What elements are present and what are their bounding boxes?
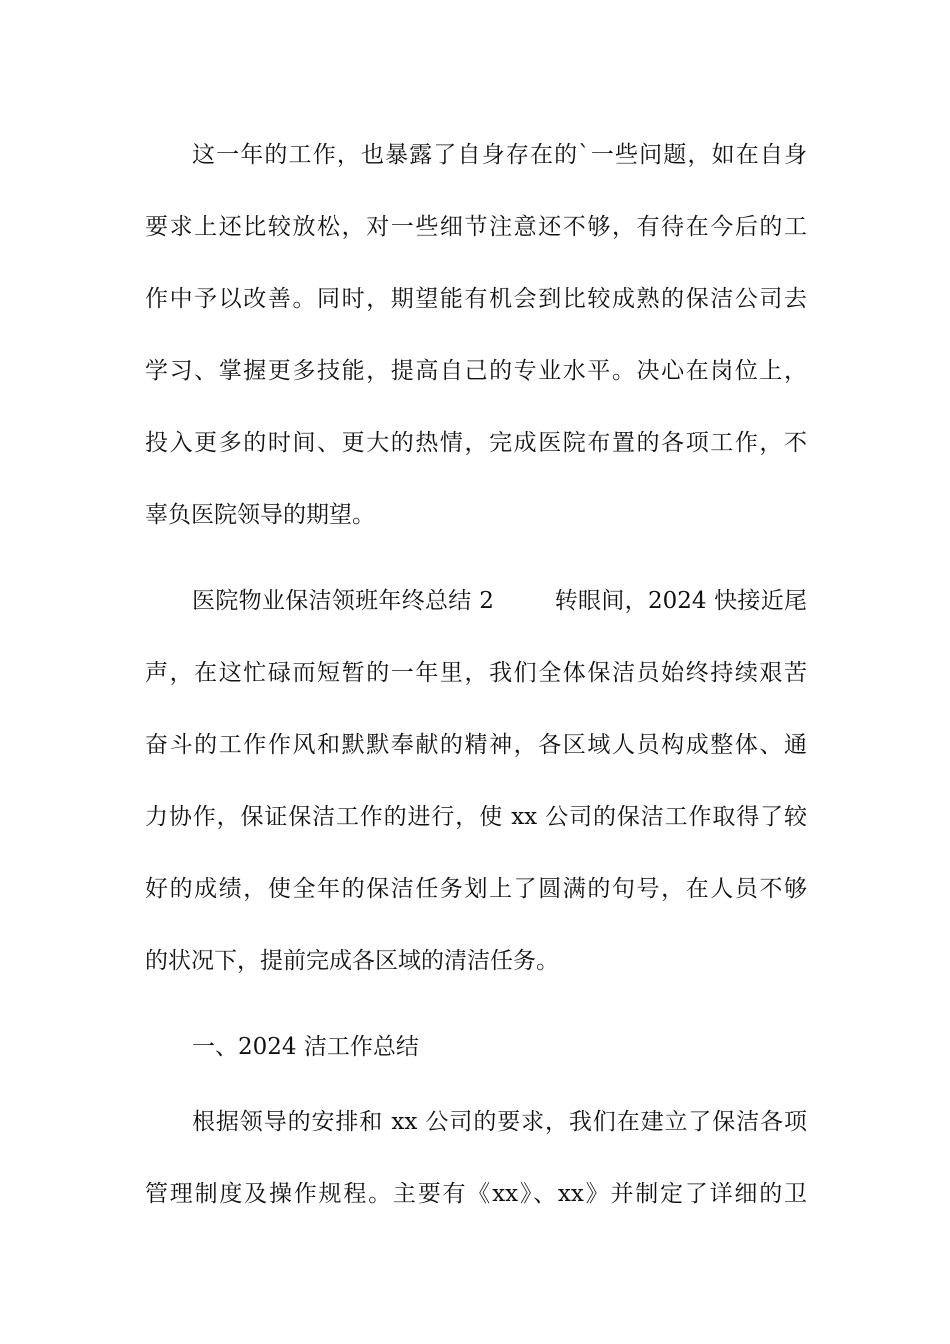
section-heading: 一、2024 洁工作总结 — [192, 1034, 419, 1060]
paragraph-2-line-3: 奋斗的工作作风和默默奉献的精神，各区域人员构成整体、通 — [145, 732, 807, 758]
paragraph-1-line-2: 要求上还比较放松，对一些细节注意还不够，有待在今后的工 — [145, 214, 807, 240]
paragraph-2-line-5: 好的成绩，使全年的保洁任务划上了圆满的句号，在人员不够 — [145, 876, 807, 902]
paragraph-2-line-1: 医院物业保洁领班年终总结 2 转眼间，2024 快接近尾 — [192, 588, 807, 614]
paragraph-3-line-2: 管理制度及操作规程。主要有《xx》、xx》并制定了详细的卫 — [145, 1181, 807, 1207]
paragraph-1-line-6: 辜负医院领导的期望。 — [145, 502, 375, 528]
paragraph-2-line-6: 的状况下，提前完成各区域的清洁任务。 — [145, 948, 559, 974]
paragraph-2-line-4: 力协作，保证保洁工作的进行，使 xx 公司的保洁工作取得了较 — [145, 804, 807, 830]
paragraph-3-line-1: 根据领导的安排和 xx 公司的要求，我们在建立了保洁各项 — [192, 1109, 807, 1135]
paragraph-1-line-1: 这一年的工作，也暴露了自身存在的`一些问题，如在自身 — [192, 142, 807, 168]
paragraph-2-line-2: 声，在这忙碌而短暂的一年里，我们全体保洁员始终持续艰苦 — [145, 660, 807, 686]
paragraph-1-line-4: 学习、掌握更多技能，提高自己的专业水平。决心在岗位上， — [145, 358, 807, 384]
paragraph-1-line-5: 投入更多的时间、更大的热情，完成医院布置的各项工作，不 — [145, 430, 807, 456]
paragraph-1-line-3: 作中予以改善。同时，期望能有机会到比较成熟的保洁公司去 — [145, 286, 807, 312]
